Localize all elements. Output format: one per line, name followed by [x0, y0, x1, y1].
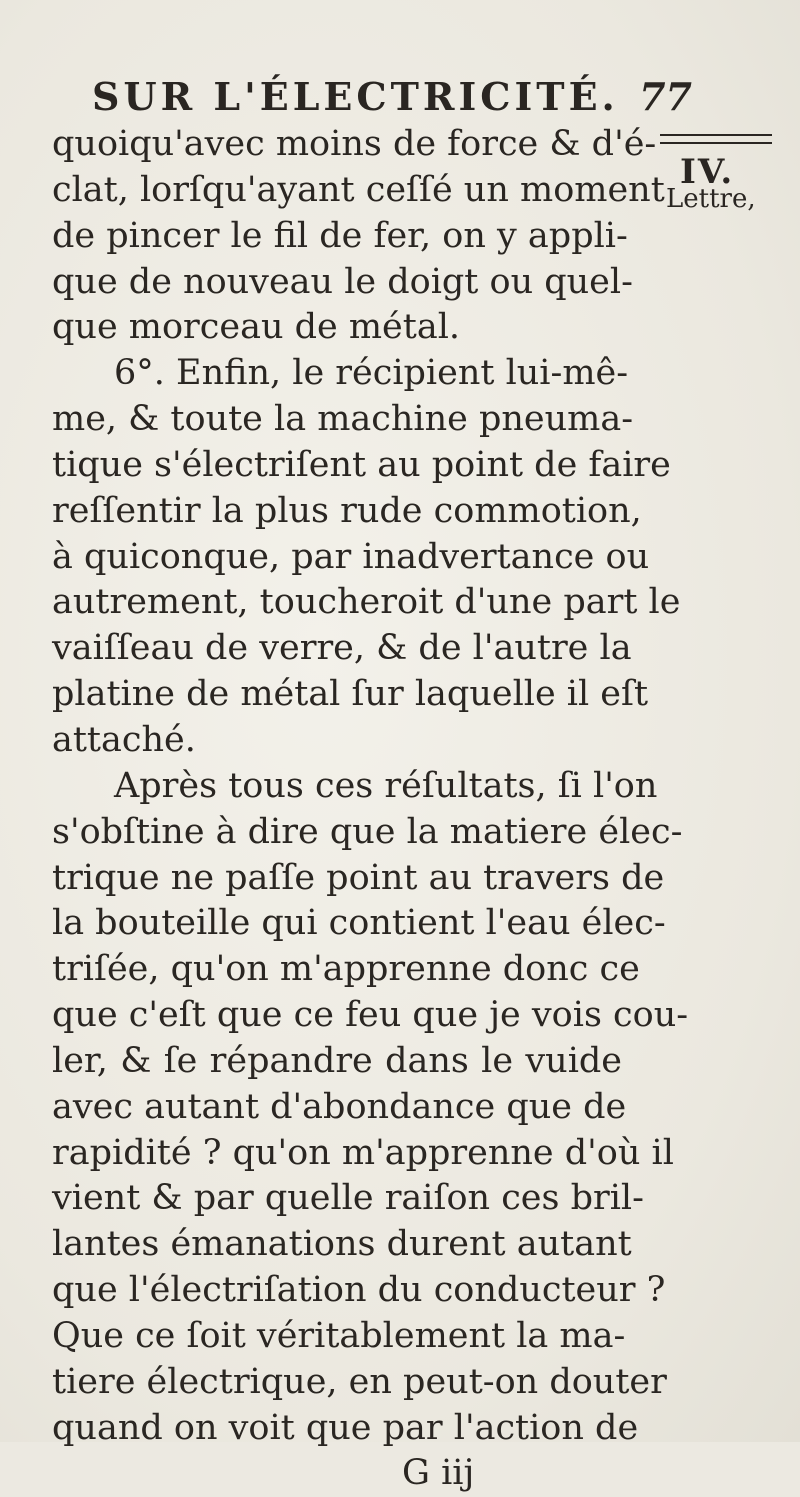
letter-label: Lettre,	[666, 184, 756, 214]
text-line: clat, lorſqu'ayant ceſſé un moment	[52, 169, 665, 210]
signature-mark: G iij	[402, 1453, 475, 1494]
text-line: 6°. Enfin, le récipient lui-mê-	[114, 353, 629, 394]
running-head: SUR L'ÉLECTRICITÉ.	[92, 74, 619, 119]
margin-rule	[660, 134, 772, 144]
text-line: que de nouveau le doigt ou quel-	[52, 261, 633, 302]
text-line: ler, & ſe répandre dans le vuide	[52, 1040, 622, 1081]
letter-numeral: IV.	[680, 152, 735, 192]
text-line: reſſentir la plus rude commotion,	[52, 490, 642, 531]
text-line: vaiſſeau de verre, & de l'autre la	[52, 628, 632, 669]
text-line: s'obſtine à dire que la matiere élec-	[52, 811, 683, 852]
page-number: 77	[639, 74, 692, 119]
text-line: platine de métal ſur laquelle il eſt	[52, 674, 649, 715]
text-line: quoiqu'avec moins de force & d'é-	[52, 124, 657, 164]
text-line: à quiconque, par inadvertance ou	[52, 536, 650, 577]
text-line: tiere électrique, en peut-on douter	[52, 1361, 667, 1402]
text-line: avec autant d'abondance que de	[52, 1086, 627, 1127]
text-line: tique s'électriſent au point de faire	[52, 444, 671, 485]
text-line: Après tous ces réſultats, ſi l'on	[114, 765, 658, 806]
text-line: autrement, toucheroit d'une part le	[52, 582, 681, 623]
text-line: rapidité ? qu'on m'apprenne d'où il	[52, 1132, 674, 1173]
text-line: triſée, qu'on m'apprenne donc ce	[52, 949, 640, 990]
body-text	[52, 122, 689, 1497]
text-line: que morceau de métal.	[52, 307, 461, 348]
text-line: la bouteille qui contient l'eau élec-	[52, 903, 666, 944]
text-line: que l'électriſation du conducteur ?	[52, 1270, 666, 1311]
text-line: Que ce ſoit véritablement la ma-	[52, 1315, 626, 1356]
text-line: lantes émanations durent autant	[52, 1224, 632, 1265]
text-line: que c'eſt que ce feu que je vois cou-	[52, 995, 689, 1036]
margin-note	[664, 134, 774, 214]
text-line: de pincer le fil de fer, on y appli-	[52, 215, 628, 256]
text-line: me, & toute la machine pneuma-	[52, 399, 634, 440]
text-line: trique ne paſſe point au travers de	[52, 857, 665, 898]
text-line: vient & par quelle raiſon ces bril-	[52, 1178, 644, 1219]
text-line: attaché.	[52, 719, 196, 760]
text-line: quand on voit que par l'action de	[52, 1407, 639, 1448]
